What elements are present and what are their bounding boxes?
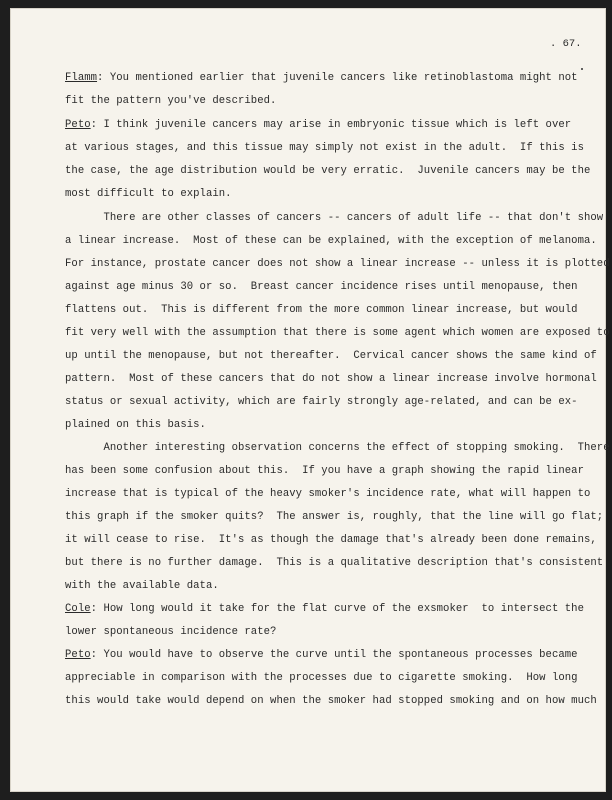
transcript-line-23: with the available data.	[65, 580, 219, 592]
paper-speck	[581, 68, 583, 70]
speaker-name: Peto	[65, 649, 91, 661]
transcript-line-20: this graph if the smoker quits? The answer is, roughly, that the line will go flat;	[65, 511, 604, 523]
transcript-line-19: increase that is typical of the heavy smoker's incidence rate, what will happen to	[65, 488, 591, 500]
transcript-line-16: plained on this basis.	[65, 419, 206, 431]
transcript-line-25: lower spontaneous incidence rate?	[65, 626, 277, 638]
line-text: : You would have to observe the curve until the spontaneous processes became	[90, 649, 578, 661]
transcript-line-28: this would take would depend on when the smoker had stopped smoking and on how much	[65, 695, 597, 707]
transcript-line-12: fit very well with the assumption that there is some agent which women are exposed to	[65, 327, 610, 339]
transcript-line-14: pattern. Most of these cancers that do not show a linear increase involve hormonal	[65, 373, 597, 385]
transcript-line-3	[65, 119, 571, 131]
transcript-line-8: a linear increase. Most of these can be explained, with the exception of melanoma.	[65, 235, 597, 247]
transcript-line-9: For instance, prostate cancer does not show a linear increase -- unless it is plotted	[65, 258, 610, 270]
transcript-line-13: up until the menopause, but not thereafter. Cervical cancer shows the same kind of	[65, 350, 597, 362]
transcript-line-2: fit the pattern you've described.	[65, 95, 277, 107]
speaker-name: Peto	[65, 119, 91, 131]
transcript-line-26	[65, 649, 578, 661]
transcript-line-27: appreciable in comparison with the processes due to cigarette smoking. How long	[65, 672, 578, 684]
transcript-line-18: has been some confusion about this. If you have a graph showing the rapid linear	[65, 465, 584, 477]
transcript-line-22: but there is no further damage. This is a qualitative description that's consistent	[65, 557, 604, 569]
page-number: . 67.	[550, 38, 582, 50]
document-page	[10, 8, 610, 792]
transcript-line-7: There are other classes of cancers -- cancers of adult life -- that don't show	[65, 212, 604, 224]
transcript-line-24	[65, 603, 584, 615]
transcript-line-11: flattens out. This is different from the more common linear increase, but would	[65, 304, 578, 316]
transcript-line-6: most difficult to explain.	[65, 188, 232, 200]
line-text: : How long would it take for the flat curve of the exsmoker to intersect the	[90, 603, 585, 615]
speaker-name: Cole	[65, 603, 91, 615]
transcript-line-1	[65, 72, 578, 84]
transcript-line-21: it will cease to rise. It's as though the damage that's already been done remains,	[65, 534, 597, 546]
line-text: : You mentioned earlier that juvenile cancers like retinoblastoma might not	[97, 72, 578, 84]
line-text: : I think juvenile cancers may arise in embryonic tissue which is left over	[90, 119, 572, 131]
transcript-line-5: the case, the age distribution would be very erratic. Juvenile cancers may be the	[65, 165, 591, 177]
transcript-line-17: Another interesting observation concerns the effect of stopping smoking. There	[65, 442, 610, 454]
transcript-line-4: at various stages, and this tissue may simply not exist in the adult. If this is	[65, 142, 584, 154]
transcript-line-10: against age minus 30 or so. Breast cancer incidence rises until menopause, then	[65, 281, 578, 293]
transcript-line-15: status or sexual activity, which are fairly strongly age-related, and can be ex-	[65, 396, 578, 408]
speaker-name: Flamm	[65, 72, 98, 84]
